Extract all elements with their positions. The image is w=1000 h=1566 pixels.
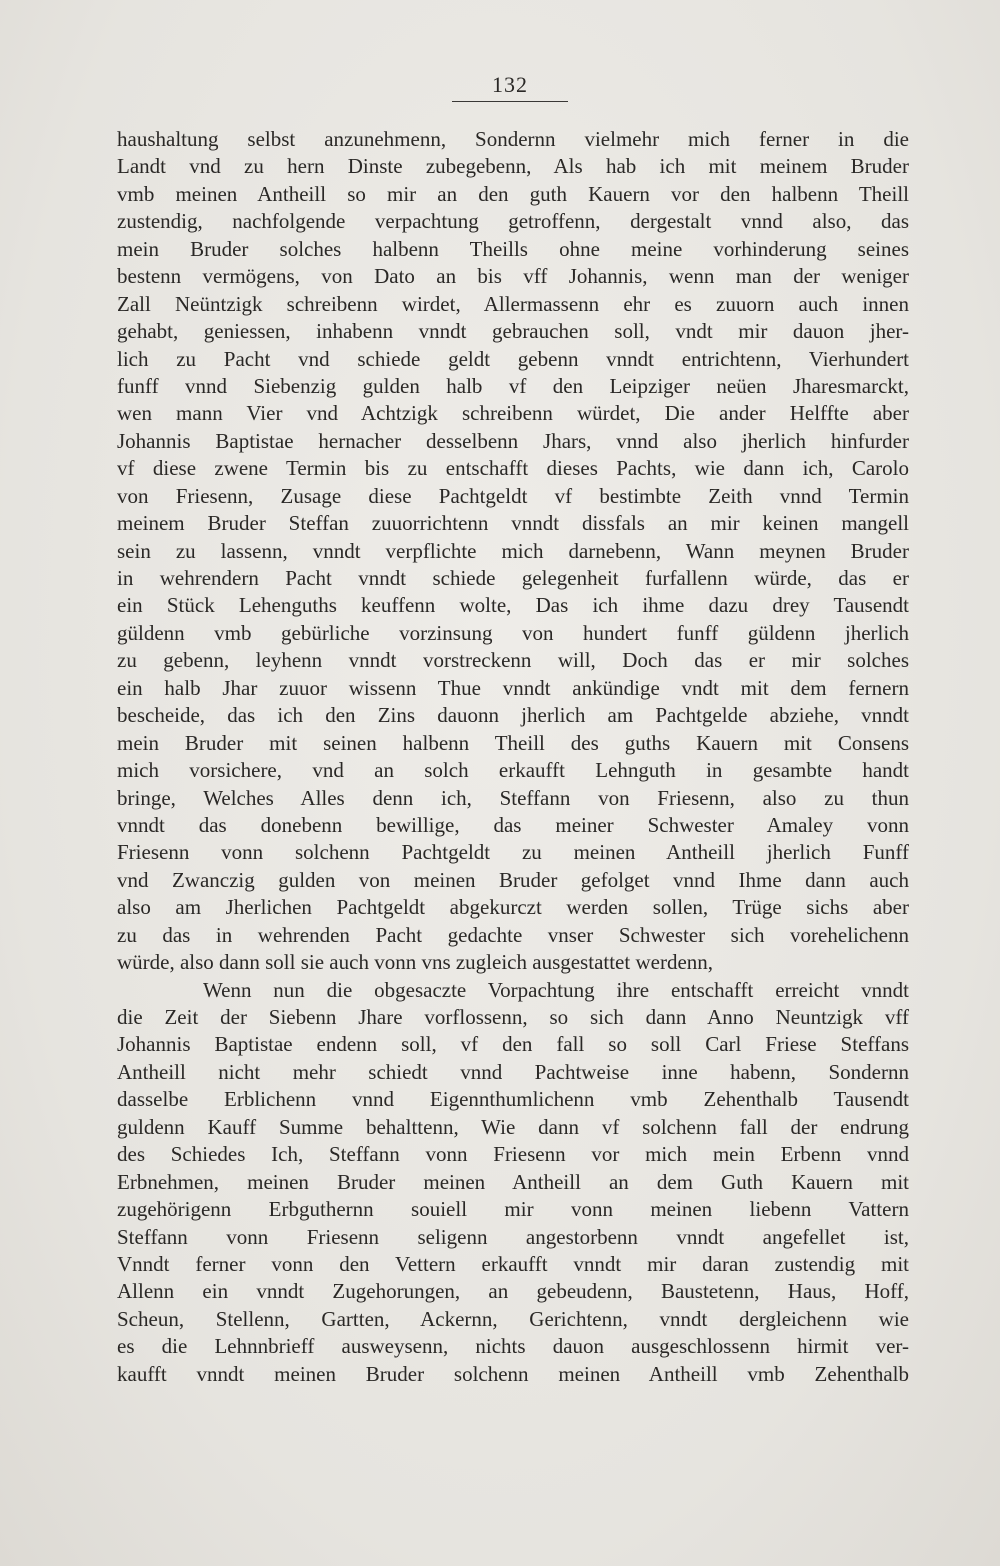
text-line: Zall Neüntzigk schreibenn wirdet, Allermassenn ehr es zuuorn auch innen <box>117 291 909 316</box>
text-line: Landt vnd zu hern Dinste zubegebenn, Als hab ich mit meinem Bruder <box>117 154 909 179</box>
text-line: zugehörigenn Erbguthernn souiell mir vonn meinen liebenn Vattern <box>117 1197 909 1222</box>
text-line: Wenn nun die obgesaczte Vorpachtung ihre entschafft erreicht vnndt <box>203 977 909 1002</box>
text-line: also am Jherlichen Pachtgeldt abgekurczt werden sollen, Trüge sichs aber <box>117 895 909 920</box>
text-line: vnd Zwanczig gulden von meinen Bruder gefolget vnnd Ihme dann auch <box>117 867 909 892</box>
text-line: bringe, Welches Alles denn ich, Steffann von Friesenn, also zu thun <box>117 785 909 810</box>
text-line: des Schiedes Ich, Steffann vonn Friesenn vor mich mein Erbenn vnnd <box>117 1142 909 1167</box>
text-line: in wehrendern Pacht vnndt schiede gelegenheit furfallenn würde, das er <box>117 566 909 590</box>
text-line: funff vnnd Siebenzig gulden halb vf den Leipziger neüen Jharesmarckt, <box>117 373 909 398</box>
text-line: wen mann Vier vnd Achtzigk schreibenn würdet, Die ander Helffte aber <box>117 401 909 426</box>
text-line: haushaltung selbst anzunehmenn, Sondernn vielmehr mich ferner in die <box>117 127 909 151</box>
text-line: würde, also dann soll sie auch vonn vns zugleich ausgestattet werdenn, <box>117 950 714 975</box>
text-line: die Zeit der Siebenn Jhare vorflossenn, so sich dann Anno Neuntzigk vff <box>117 1005 909 1029</box>
text-line: bescheide, das ich den Zins dauonn jherlich am Pachtgelde abziehe, vnndt <box>117 703 909 728</box>
text-line: guldenn Kauff Summe behalttenn, Wie dann vf solchenn fall der endrung <box>117 1114 909 1139</box>
text-line: Friesenn vonn solchenn Pachtgeldt zu meinen Antheill jherlich Funff <box>117 840 909 865</box>
text-line: vnndt das donebenn bewillige, das meiner Schwester Amaley vonn <box>117 812 909 837</box>
body-text <box>117 126 909 1388</box>
text-line: dasselbe Erblichenn vnnd Eigennthumlichenn vmb Zehenthalb Tausendt <box>117 1087 909 1112</box>
text-line: Scheun, Stellenn, Gartten, Ackernn, Gerichtenn, vnndt dergleichenn wie <box>117 1306 909 1331</box>
text-line: zu das in wehrenden Pacht gedachte vnser Schwester sich vorehelichenn <box>117 922 909 947</box>
text-line: zustendig, nachfolgende verpachtung getroffenn, dergestalt vnnd also, das <box>117 209 909 234</box>
text-line: vmb meinen Antheill so mir an den guth Kauern vor den halbenn Theill <box>117 181 909 206</box>
text-line: von Friesenn, Zusage diese Pachtgeldt vf bestimbte Zeith vnnd Termin <box>117 483 909 508</box>
text-line: Johannis Baptistae hernacher desselbenn Jhars, vnnd also jherlich hinfurder <box>117 428 909 453</box>
text-line: güldenn vmb gebürliche vorzinsung von hundert funff güldenn jherlich <box>117 620 909 645</box>
text-line: zu gebenn, leyhenn vnndt vorstreckenn will, Doch das er mir solches <box>117 648 909 673</box>
text-line: mich vorsichere, vnd an solch erkaufft Lehnguth in gesambte handt <box>117 758 909 783</box>
text-line: ein Stück Lehenguths keuffenn wolte, Das ich ihme dazu drey Tausendt <box>117 593 909 618</box>
text-line: ein halb Jhar zuuor wissenn Thue vnndt ankündige vndt mit dem fernern <box>117 675 909 700</box>
page-number: 132 <box>492 72 528 97</box>
text-line: Erbnehmen, meinen Bruder meinen Antheill an dem Guth Kauern mit <box>117 1169 909 1194</box>
text-line: sein zu lassenn, vnndt verpflichte mich darnebenn, Wann meynen Bruder <box>117 538 909 563</box>
text-line: mein Bruder solches halbenn Theills ohne meine vorhinderung seines <box>117 236 909 261</box>
text-line: kaufft vnndt meinen Bruder solchenn meinen Antheill vmb Zehenthalb <box>117 1361 909 1386</box>
text-line: Antheill nicht mehr schiedt vnnd Pachtweise inne habenn, Sondernn <box>117 1059 909 1084</box>
text-line: Johannis Baptistae endenn soll, vf den fall so soll Carl Friese Steffans <box>117 1032 909 1057</box>
text-line: Vnndt ferner vonn den Vettern erkaufft vnndt mir daran zustendig mit <box>117 1251 909 1276</box>
text-line: mein Bruder mit seinen halbenn Theill des guths Kauern mit Consens <box>117 730 909 755</box>
text-line: bestenn vermögens, von Dato an bis vff Johannis, wenn man der weniger <box>117 264 909 289</box>
text-line: Steffann vonn Friesenn seligenn angestorbenn vnndt angefellet ist, <box>117 1224 909 1249</box>
text-line: es die Lehnnbrieff ausweysenn, nichts dauon ausgeschlossenn hirmit ver- <box>117 1334 909 1359</box>
text-line: lich zu Pacht vnd schiede geldt gebenn vnndt entrichtenn, Vierhundert <box>117 346 909 371</box>
text-line: Allenn ein vnndt Zugehorungen, an gebeudenn, Baustetenn, Haus, Hoff, <box>117 1279 909 1304</box>
text-line: vf diese zwene Termin bis zu entschafft dieses Pachts, wie dann ich, Carolo <box>117 456 909 481</box>
text-line: meinem Bruder Steffan zuuorrichtenn vnndt dissfals an mir keinen mangell <box>117 511 909 536</box>
text-line: gehabt, geniessen, inhabenn vnndt gebrauchen soll, vndt mir dauon jher- <box>117 319 909 344</box>
page-number-rule <box>452 101 568 102</box>
